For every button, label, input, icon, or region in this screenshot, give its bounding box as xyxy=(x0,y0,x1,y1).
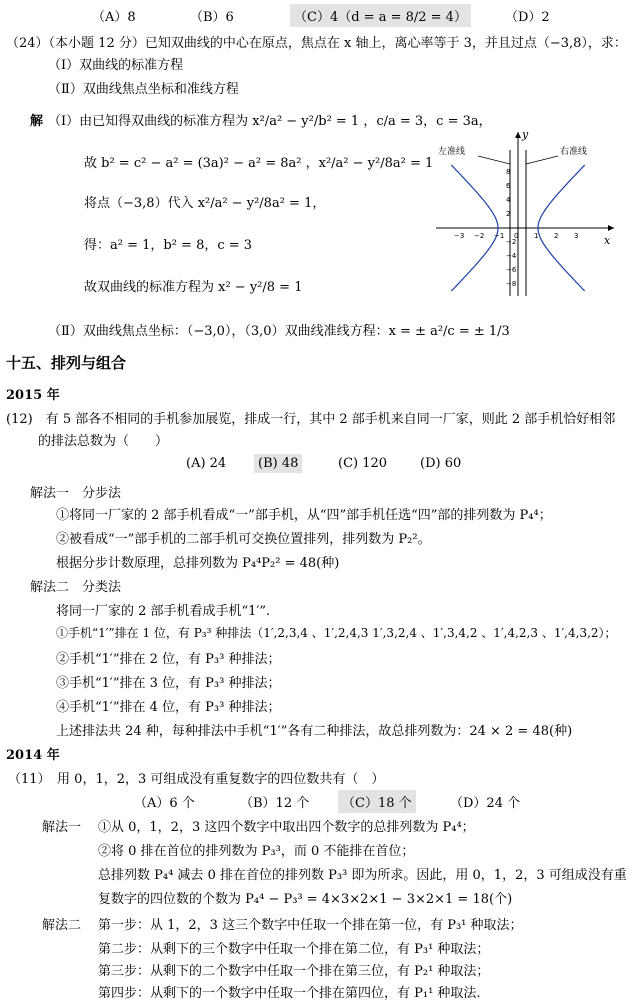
s1-line-1: ①从 0，1，2，3 这四个数字中取出四个数字的总排列数为 P₄⁴； xyxy=(98,820,475,835)
q12-option-d: (D) 60 xyxy=(420,456,462,471)
method1-line-3: 根据分步计数原理，总排列数为 P₄⁴P₂² = 48(种) xyxy=(56,556,340,571)
y-tick-label: −6 xyxy=(506,266,517,274)
q12-option-b-answer: (B) 48 xyxy=(254,454,302,473)
hyperbola-svg xyxy=(436,128,616,298)
solution-line-2: 故 b² = c² − a² = (3a)² − a² = 8a² ，x²/a² − y²/8a² = 1 xyxy=(84,156,434,171)
left-directrix-label: 左准线 xyxy=(438,147,466,157)
x-tick-label: 0 xyxy=(514,232,519,240)
method2-line-1: 将同一厂家的 2 部手机看成手机“1′”. xyxy=(56,604,271,619)
solution-line-3: 将点（−3,8）代入 x²/a² − y²/8a² = 1， xyxy=(84,196,326,211)
year-2014: 2014 年 xyxy=(6,748,60,763)
solution-line-6: （Ⅱ）双曲线焦点坐标：（−3,0），（3,0）双曲线准线方程：x = ± a²/c = ± 1/3 xyxy=(48,324,510,339)
q24-part2: （Ⅱ）双曲线焦点坐标和准线方程 xyxy=(48,82,239,97)
q12-line-1: (12) 有 5 部各不相同的手机参加展览，排成一行，其中 2 部手机来自同一厂家，则此 2 部手机恰好相邻 xyxy=(6,412,616,427)
s1-line-3: 总排列数 P₄⁴ 减去 0 排在首位的排列数 P₃³ 即为所求。因此，用 0，1，2，3 可组成没有重 xyxy=(98,868,627,883)
s1-line-4: 复数字的四位数的个数为 P₄⁴ − P₃³ = 4×3×2×1 − 3×2×1 = 18(个) xyxy=(98,892,513,907)
x-axis-arrow xyxy=(608,225,614,231)
q11-option-c-answer: （C）18 个 xyxy=(338,790,416,813)
y-tick-label: −4 xyxy=(506,252,517,260)
solution-line-1: （Ⅰ）由已知得双曲线的标准方程为 x²/a² − y²/b² = 1 ，c/a = 3，c = 3a， xyxy=(48,114,492,129)
method2-line-3: ②手机“1′”排在 2 位，有 P₃³ 种排法； xyxy=(56,652,281,667)
x-tick-label: −2 xyxy=(474,232,485,240)
q11-stem: （11） 用 0，1，2，3 可组成没有重复数字的四位数共有（ ） xyxy=(8,772,385,787)
left-leader xyxy=(478,156,510,164)
method1-line-1: ①将同一厂家的 2 部手机看成“一”部手机，从“四”部手机任选“四”部的排列数为 P₄⁴； xyxy=(56,508,552,523)
x-tick-label: 1 xyxy=(534,232,539,240)
x-axis-label: x xyxy=(604,234,611,247)
s1-label: 解法一 xyxy=(42,820,82,835)
solution-line-5: 故双曲线的标准方程为 x² − y²/8 = 1 xyxy=(84,280,303,295)
method2-line-5: ④手机“1′”排在 4 位，有 P₃³ 种排法； xyxy=(56,700,281,715)
right-leader xyxy=(526,156,558,164)
s2-line-1: 第一步：从 1，2，3 这三个数字中任取一个排在第一位，有 P₃¹ 种取法； xyxy=(98,918,523,933)
option-d: （D）2 xyxy=(505,10,550,25)
year-2015: 2015 年 xyxy=(6,388,60,403)
option-c-answer: （C）4（d = a = 8/2 = 4） xyxy=(290,4,471,27)
q11-option-d: （D）24 个 xyxy=(450,796,521,811)
s1-line-2: ②将 0 排在首位的排列数为 P₃³，而 0 不能排在首位； xyxy=(98,844,415,859)
q12-line-2: 的排法总数为（ ） xyxy=(38,434,169,449)
q12-option-a: (A) 24 xyxy=(186,456,227,471)
x-tick-label: 2 xyxy=(554,232,559,240)
s2-line-3: 第三步：从剩下的二个数字中任取一个排在第三位，有 P₂¹ 种取法； xyxy=(98,964,490,979)
y-axis-arrow xyxy=(515,132,521,138)
method1-line-2: ②被看成“一”部手机的二部手机可交换位置排列，排列数为 P₂²。 xyxy=(56,532,431,547)
solution-label: 解 xyxy=(30,114,44,129)
section-title: 十五、排列与组合 xyxy=(6,354,127,372)
q24-stem: （24）（本小题 12 分）已知双曲线的中心在原点，焦点在 x 轴上，离心率等于 3，并且过点（−3,8），求： xyxy=(6,36,627,51)
y-tick-label: 8 xyxy=(506,168,511,176)
hyperbola-graph xyxy=(436,128,616,298)
s2-line-2: 第二步：从剩下的三个数字中任取一个排在第二位，有 P₃¹ 种取法； xyxy=(98,942,490,957)
method2-line-2: ①手机“1′”排在 1 位，有 P₃³ 种排法（1′,2,3,4 、1′,2,4,3 1′,3,2,4 、1′,3,4,2 、1′,4,2,3 、1′,4,3,2）； xyxy=(56,626,617,640)
q12-option-c: (C) 120 xyxy=(338,456,388,471)
y-tick-label: −2 xyxy=(506,238,517,246)
method1-title: 解法一 分步法 xyxy=(30,486,122,501)
q11-option-a: （A）6 个 xyxy=(134,796,195,811)
y-tick-label: 4 xyxy=(506,196,511,204)
q11-option-b: （B）12 个 xyxy=(240,796,310,811)
y-tick-label: −8 xyxy=(506,280,517,288)
solution-line-4: 得：a² = 1，b² = 8，c = 3 xyxy=(84,238,253,253)
method2-title: 解法二 分类法 xyxy=(30,580,122,595)
y-axis-label: y xyxy=(522,128,529,141)
x-tick-label: −3 xyxy=(454,232,465,240)
s2-label: 解法二 xyxy=(42,918,82,933)
option-b: （B）6 xyxy=(190,10,234,25)
q24-part1: （Ⅰ）双曲线的标准方程 xyxy=(48,58,184,73)
option-a: （A）8 xyxy=(92,10,136,25)
y-tick-label: 6 xyxy=(506,182,511,190)
method2-line-6: 上述排法共 24 种，每种排法中手机“1′”各有二种排法，故总排列数为：24 × 2 = 48(种) xyxy=(56,724,573,739)
x-tick-label: 3 xyxy=(574,232,579,240)
x-tick-label: −1 xyxy=(494,232,505,240)
right-directrix-label: 右准线 xyxy=(560,147,588,157)
method2-line-4: ③手机“1′”排在 3 位，有 P₃³ 种排法； xyxy=(56,676,281,691)
y-tick-label: 2 xyxy=(506,210,511,218)
s2-line-4: 第四步：从剩下的一个数字中任取一个排在第四位，有 P₁¹ 种取法. xyxy=(98,986,481,1001)
